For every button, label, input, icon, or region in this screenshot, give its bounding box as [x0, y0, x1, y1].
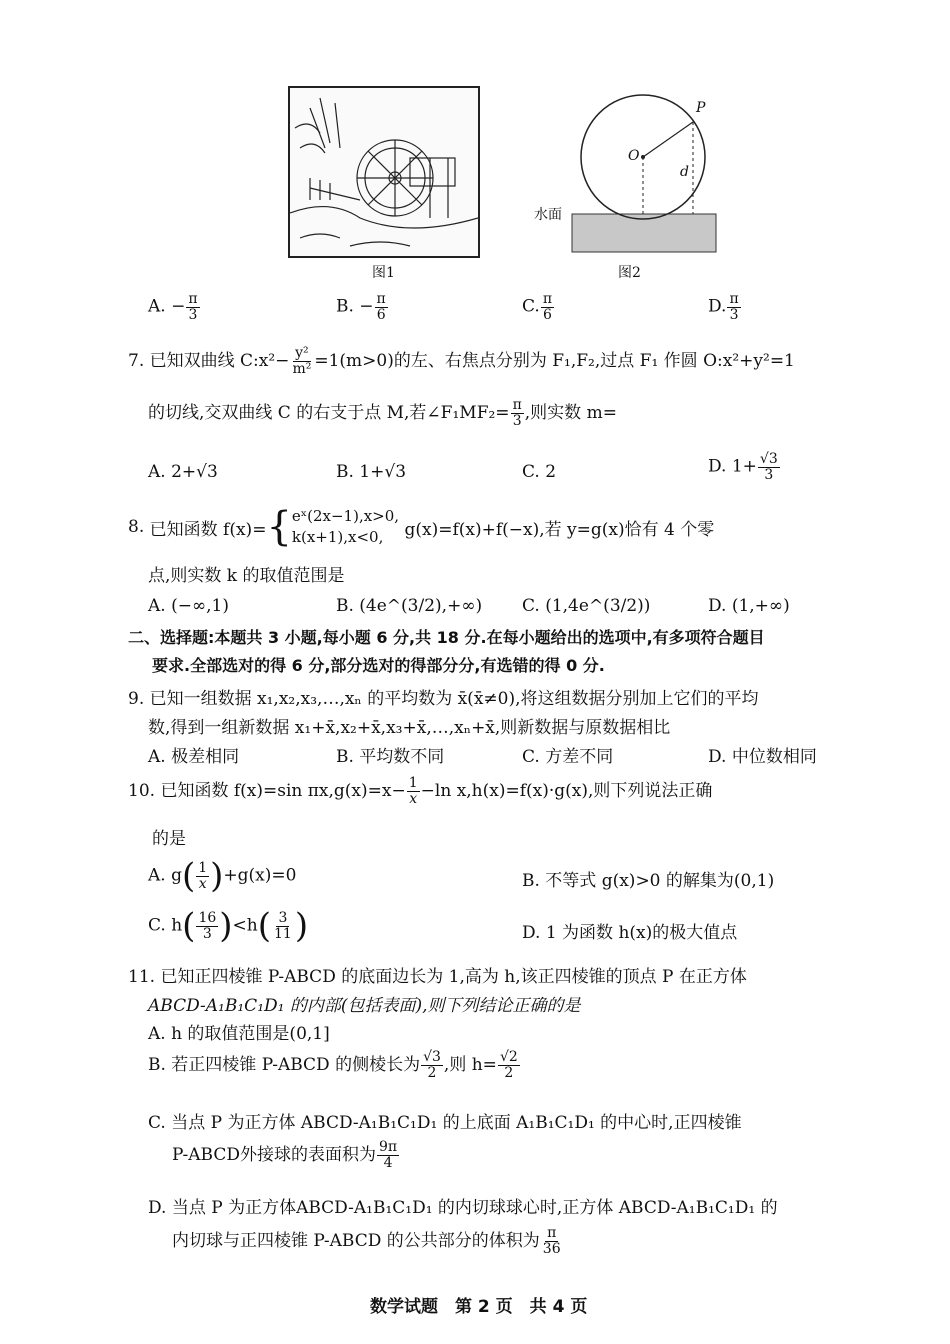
- q6-option-d: D. $\frac{\pi}{3}$: [708, 291, 739, 323]
- q11-option-a: A. h 的取值范围是(0,1]: [148, 1024, 330, 1044]
- q7-line2: 的切线,交双曲线 C 的右支于点 M,若∠F₁MF₂= $\frac{\pi}{3}$ ,则实数 m=: [148, 397, 617, 429]
- q9-option-d: D. 中位数相同: [708, 747, 817, 767]
- q10-option-c: C. h( $\frac{16}{3}$ )<h( $\frac{3}{11}$ ): [148, 906, 309, 946]
- section2-line2: 要求.全部选对的得 6 分,部分选对的得部分分,有选错的得 0 分.: [152, 656, 605, 675]
- q7-option-a: A. 2+√3: [148, 462, 218, 482]
- q11-line2: ABCD-A₁B₁C₁D₁ 的内部(包括表面),则下列结论正确的是: [148, 996, 581, 1016]
- section2-line1: 二、选择题:本题共 3 小题,每小题 6 分,共 18 分.在每小题给出的选项中,有多项符合题目: [128, 628, 765, 647]
- q7-option-b: B. 1+√3: [336, 462, 407, 482]
- q8-case2: k(x+1),x<0,: [291, 528, 384, 546]
- point-o-label: O: [628, 148, 640, 164]
- distance-d-label: d: [680, 164, 689, 180]
- q8-line2: 点,则实数 k 的取值范围是: [148, 566, 345, 586]
- q8-line1: 8. 已知函数 f(x)= { eˣ(2x−1),x>0, k(x+1),x<0, g(x)=f(x)+f(−x),若 y=g(x)恰有 4 个零: [128, 504, 715, 550]
- q8-option-d: D. (1,+∞): [708, 596, 790, 616]
- q8-option-a: A. (−∞,1): [148, 596, 229, 616]
- q7-line1: 7. 已知双曲线 C:x²− $\frac{\text{y²}}{\text{m²}}$ =1(m>0)的左、右焦点分别为 F₁,F₂,过点 F₁ 作圆 O:x²+y²=1: [128, 345, 795, 377]
- q10-option-d: D. 1 为函数 h(x)的极大值点: [522, 923, 738, 943]
- water-surface-label: 水面: [534, 207, 562, 223]
- q6-option-c: C. $\frac{\pi}{6}$: [522, 291, 553, 323]
- q11-option-c-line1: C. 当点 P 为正方体 ABCD-A₁B₁C₁D₁ 的上底面 A₁B₁C₁D₁ 的中心时,正四棱锥: [148, 1113, 742, 1133]
- q11-option-b: B. 若正四棱锥 P-ABCD 的侧棱长为 $\frac{√3}{2}$ ,则 h= $\frac{√2}{2}$: [148, 1049, 518, 1081]
- q6-option-a: A. − $\frac{\pi}{3}$: [148, 291, 198, 323]
- q7-option-c: C. 2: [522, 462, 557, 482]
- figure-1: [288, 86, 480, 258]
- water-wheel-illustration: [290, 88, 478, 256]
- q9-line1: 9. 已知一组数据 x₁,x₂,x₃,…,xₙ 的平均数为 x̄(x̄≠0),将这组数据分别加上它们的平均: [128, 689, 759, 709]
- q11-option-d-line1: D. 当点 P 为正方体ABCD-A₁B₁C₁D₁ 的内切球球心时,正方体 ABCD-A₁B₁C₁D₁ 的: [148, 1198, 778, 1218]
- q6-option-b: B. − $\frac{\pi}{6}$: [336, 291, 386, 323]
- q9-option-a: A. 极差相同: [148, 747, 240, 767]
- q10-option-a: A. g( $\frac{1}{x}$ )+g(x)=0: [148, 856, 297, 896]
- figure-1-caption: 图1: [372, 265, 395, 281]
- q8-option-b: B. (4e^(3/2),+∞): [336, 596, 483, 616]
- q11-option-d-line2: 内切球与正四棱锥 P-ABCD 的公共部分的体积为 $\frac{\pi}{36}$: [172, 1225, 561, 1257]
- page-footer: 数学试题 第 2 页 共 4 页: [370, 1297, 588, 1317]
- q9-option-b: B. 平均数不同: [336, 747, 445, 767]
- q9-line2: 数,得到一组新数据 x₁+x̄,x₂+x̄,x₃+x̄,…,xₙ+x̄,则新数据与原数据相比: [148, 718, 671, 738]
- q11-option-c-line2: P-ABCD外接球的表面积为 $\frac{9\pi}{4}$: [172, 1139, 398, 1171]
- q8-case1: eˣ(2x−1),x>0,: [291, 507, 400, 525]
- figure-2-caption: 图2: [618, 265, 641, 281]
- q10-line2: 的是: [152, 829, 186, 849]
- q7-option-d: D. 1+ $\frac{√3}{3}$: [708, 451, 778, 483]
- q8-option-c: C. (1,4e^(3/2)): [522, 596, 651, 616]
- q9-option-c: C. 方差不同: [522, 747, 614, 767]
- q10-line1: 10. 已知函数 f(x)=sin πx,g(x)=x− $\frac{1}{x}$ −ln x,h(x)=f(x)·g(x),则下列说法正确: [128, 775, 713, 807]
- q10-option-b: B. 不等式 g(x)>0 的解集为(0,1): [522, 871, 775, 891]
- q11-line1: 11. 已知正四棱锥 P-ABCD 的底面边长为 1,高为 h,该正四棱锥的顶点 P 在正方体: [128, 967, 747, 987]
- figure-2: [528, 92, 728, 262]
- circle-water-diagram: [528, 92, 728, 262]
- point-p-label: P: [696, 100, 706, 116]
